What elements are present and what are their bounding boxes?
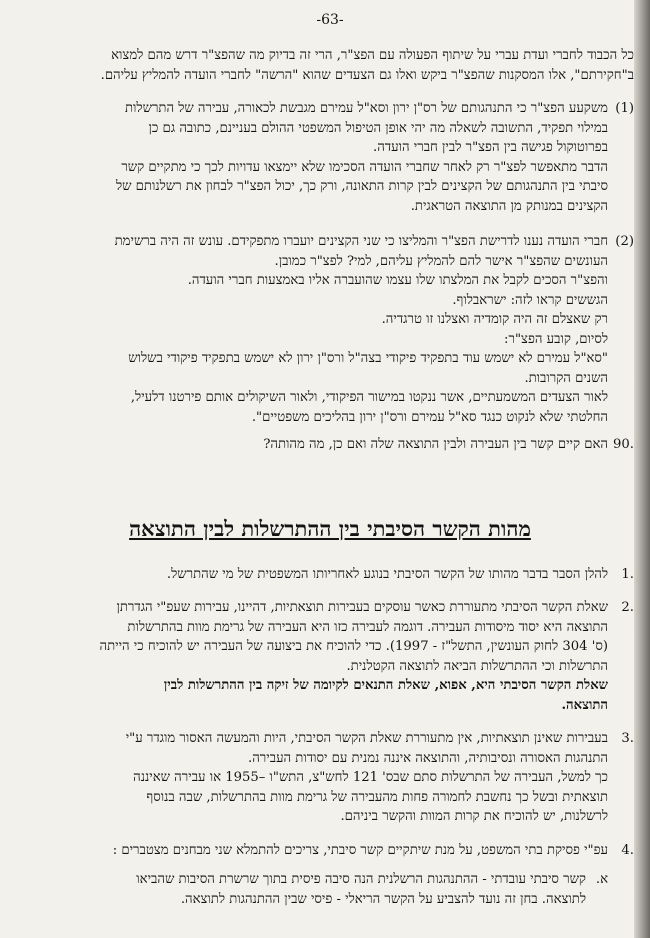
item-line: לאור הצעדים המשמעתיים, אשר ננקטו במישור הפיקודי, ולאור השיקולים אותם פירטנו דלעיל, [130, 390, 608, 405]
item-line: לרשלנות, יש להוכיח את קרות המוות והקשר ביניהם. [340, 809, 608, 824]
item-line: הגששים קראו לזה: ישראבלוף. [452, 292, 608, 308]
item-line: במילוי תפקיד, התשובה לשאלה מה יהי אופן הטיפול המשפטי ההולם בעניינם, כתובה גם כן [148, 120, 608, 136]
item-line: כך למשל, העבירה של התרשלות סתם שבס' 121 לחש"צ, התש"ו –1955 או עבירה שאיננה [133, 770, 608, 785]
item-number: (2) [615, 234, 634, 249]
numbered-item-1 [26, 99, 634, 216]
sub-item-line: קשר סיבתי עובדתי - ההתנהגות הרשלנית הנה סיבה פיסית בתוך שרשרת הסיבות שהביאו [136, 872, 586, 887]
item-number: .2 [621, 600, 634, 615]
item-number: .3 [621, 731, 634, 746]
item-line: משקעע הפצ"ר כי התנהגותם של רס"ן ירון וסא"ל עמירם מגבשת לכאורה, עבירה של התרשלות [125, 101, 608, 116]
item-line: השנים הקרובות. [524, 370, 608, 386]
section-heading: מהות הקשר הסיבתי בין ההתרשלות לבין התוצאה [129, 515, 531, 541]
item-line: התנהגות האסורה ונסיבותיה, והתוצאה איננה נמנית עם יסודות העבירה. [248, 750, 608, 766]
question-number: .90 [613, 437, 634, 452]
item-line: העונשים שהפצ"ר אישר להם להמליץ עליהם, למי? לפצ"ר כמובן. [274, 253, 608, 269]
page-number: -63- [316, 12, 344, 28]
bold-line: התוצאה. [561, 697, 608, 713]
bold-line: שאלת הקשר הסיבתי היא, אפוא, שאלת התנאים לקיומה של זיקה בין ההתרשלות לבין [163, 678, 608, 693]
list-item-2 [26, 598, 634, 715]
item-line: "סא"ל עמירם לא ישמש עוד בתפקיד פיקודי בצה"ל ורס"ן ירון לא ישמש בתפקיד פיקודי בשלוש [128, 351, 608, 366]
item-line: סיבתי בין התנהגותם של הקצינים לבין קרות התאונה, ורק כך, יכול הפצ"ר לבחון את רשלנותם של [115, 179, 608, 194]
sub-item-number: א. [595, 872, 608, 887]
sub-item-a [26, 870, 608, 909]
item-line: התרשלות וכי ההתרשלות הביאה לתוצאה הקטלנית. [346, 658, 608, 674]
intro-line: ב"חקירתם", אלו המסקנות שהפצ"ר ביקש ואלו גם הצעדים שהוא "הרשה" לחברי הועדה להמליץ עליהם. [100, 67, 634, 83]
sub-item-line: לתוצאה. בחן זה נועד להצביע על הקשר הריאלי - פיסי שבין ההתנהגות לתוצאה. [180, 891, 586, 907]
item-line: בפרוטוקול פגישה בין הפצ"ר לבין חברי הועדה. [373, 140, 608, 155]
item-number: .1 [621, 566, 634, 582]
item-line: להלן הסבר בדבר מהותו של הקשר הסיבתי בנוגע לאחריותו המשפטית של מי שהתרשל. [166, 566, 608, 582]
item-line: הקצינים במנותק מן התוצאה הטראגית. [410, 198, 608, 214]
item-line: הדבר מתאפשר לפצ"ר רק לאחר שחברי הועדה הסכימו שלא יימצאו עדויות לכך כי מתקיים קשר [121, 159, 608, 175]
item-number: (1) [615, 101, 634, 116]
intro-paragraph [26, 46, 634, 85]
item-line: תוצאתית ובשל כך נחשבת לחמורה פחות מהעבירה של גרימת מוות בהתרשלות, שבה בנוסף [146, 789, 608, 805]
item-line: לסיום, קובע הפצ"ר: [504, 331, 608, 347]
item-line: עפ"י פסיקת בתי המשפט, על מנת שיתקיים קשר סיבתי, צריכים להתמלא שני מבחנים מצטברים : [112, 842, 608, 858]
list-item-1 [26, 565, 634, 585]
item-line: והפצ"ר הסכים לקבל את המלצתו שלו עצמו שהועברה אליו באמצעות חברי הועדה. [187, 273, 608, 288]
item-line: החלטתי שלא לנקוט כנגד סא"ל עמירם ורס"ן ירון בהליכים משפטיים". [251, 409, 608, 425]
item-line: רק שאצלם זה היה קומדיה ואצלנו זו טרגדיה. [381, 312, 608, 327]
list-item-3 [26, 729, 634, 827]
item-number: .4 [621, 842, 634, 858]
item-line: התוצאה היא יסוד מיסודות העבירה. דוגמה לעבירה כזו היא העבירה של גרימת מוות בהתרשלות [127, 619, 608, 635]
intro-line: כל הכבוד לחברי ועדת עברי על שיתוף הפעולה עם הפצ"ר, הרי זה בדיוק מה שהפצ"ר דרש מהם למצוא [111, 48, 634, 63]
item-line: חברי הועדה נענו לדרישת הפצ"ר והמליצו כי שני הקצינים יועברו מתפקידם. עונש זה היה ברשימת [114, 234, 608, 249]
question-90 [26, 435, 634, 455]
numbered-item-2 [26, 232, 634, 427]
item-line: (ס' 304 לחוק העונשין, התשל"ז - 1997). כדי להוכיח את ביצועה של העבירה יש להוכיח כי הייתה [99, 639, 608, 654]
item-line: בעבירות שאינן תוצאתיות, אין מתעוררת שאלת הקשר הסיבתי, היות והמעשה האסור מוגדר ע"י [125, 731, 608, 746]
list-item-4 [26, 841, 634, 910]
item-line: שאלת הקשר הסיבתי מתעוררת כאשר עוסקים בעבירות תוצאתיות, דהיינו, עבירות שעפ"י הגדרתן [116, 600, 608, 615]
question-text: האם קיים קשר בין העבירה ולבין התוצאה שלה ואם כן, מה מהותה? [263, 437, 608, 452]
page-edge-shadow [634, 0, 650, 938]
